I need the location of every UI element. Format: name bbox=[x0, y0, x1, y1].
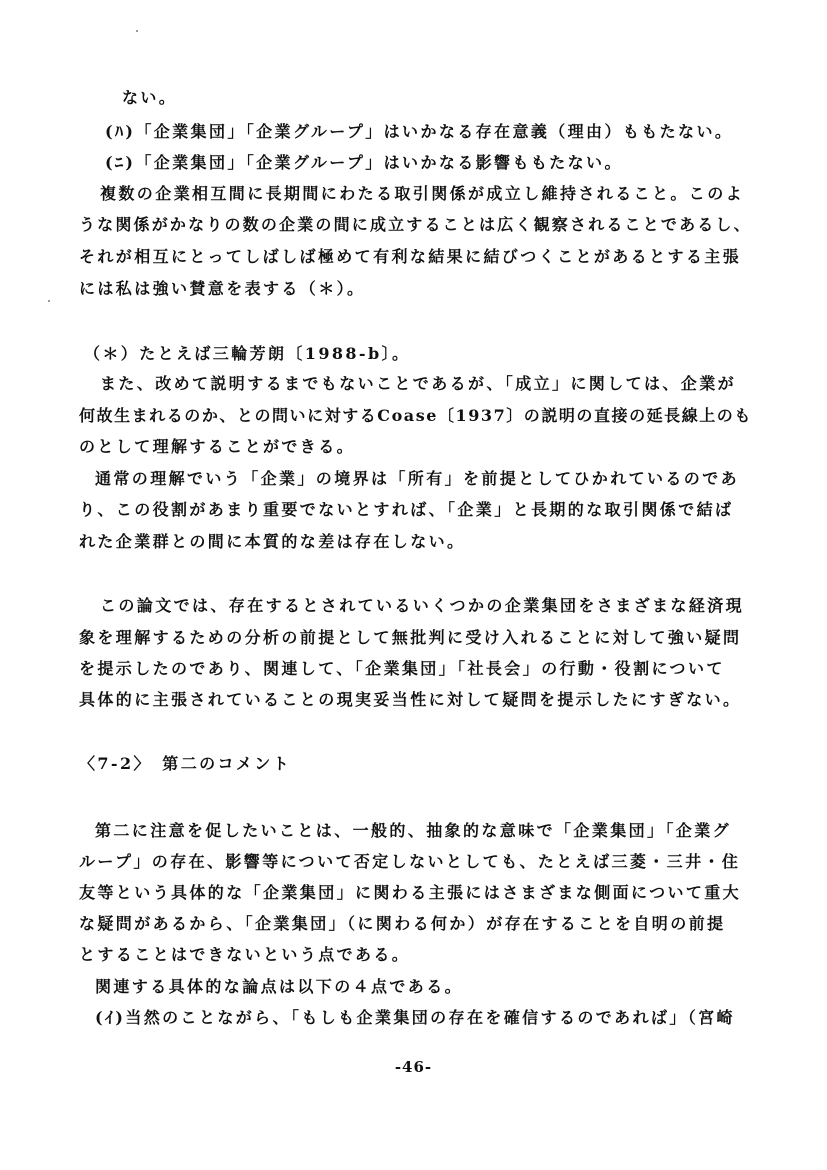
scan-speck bbox=[48, 300, 50, 302]
text-line: この論文では、存在するとされているいくつかの企業集団をさまざまな経済現 bbox=[100, 596, 745, 615]
section-heading: 〈7-2〉 第二のコメント bbox=[79, 754, 292, 773]
text-line: 何故生まれるのか、との問いに対するCoase〔1937〕の説明の直接の延長線上のも bbox=[79, 406, 752, 425]
text-line: (ｲ)当然のことながら、「もしも企業集団の存在を確信するのであれば」（宮崎 bbox=[95, 1008, 735, 1027]
text-line: を提示したのであり、関連して、「企業集団」「社長会」の行動・役割について bbox=[79, 659, 725, 678]
text-line: それが相互にとってしばしば極めて有利な結果に結びつくことがあるとする主張 bbox=[79, 247, 742, 266]
text-line: 複数の企業相互間に長期間にわたる取引関係が成立し維持されること。このよ bbox=[100, 184, 745, 203]
text-line: (ﾊ)「企業集団」「企業グループ」はいかなる存在意義（理由）ももたない。 bbox=[105, 122, 734, 141]
text-line: 通常の理解でいう「企業」の境界は「所有」を前提としてひかれているのであ bbox=[95, 469, 740, 488]
text-line: ループ」の存在、影響等について否定しないとしても、たとえば三菱・三井・住 bbox=[79, 852, 741, 871]
footnote-line: （＊）たとえば三輪芳朗〔1988-b〕。 bbox=[84, 344, 411, 363]
text-line: な疑問があるから、「企業集団」（に関わる何か）が存在することを自明の前提 bbox=[79, 914, 726, 933]
text-line: ない。 bbox=[122, 88, 178, 107]
text-line: 友等という具体的な「企業集団」に関わる主張にはさまざまな側面について重大 bbox=[79, 883, 742, 902]
text-line: とすることはできないという点である。 bbox=[79, 945, 411, 964]
text-line: また、改めて説明するまでもないことであるが、「成立」に関しては、企業が bbox=[100, 374, 737, 393]
text-line: 具体的に主張されていることの現実妥当性に対して疑問を提示したにすぎない。 bbox=[79, 690, 742, 709]
scan-speck bbox=[136, 30, 138, 32]
text-line: 関連する具体的な論点は以下の４点である。 bbox=[95, 977, 464, 996]
page-number: -46- bbox=[394, 1058, 433, 1076]
text-line: 象を理解するための分析の前提として無批判に受け入れることに対して強い疑問 bbox=[79, 628, 742, 647]
text-line: 第二に注意を促したいことは、一般的、抽象的な意味で「企業集団」「企業グ bbox=[95, 821, 732, 840]
text-line: り、この役割があまり重要でないとすれば、「企業」と長期的な取引関係で結ば bbox=[79, 500, 734, 519]
text-line: のとして理解することができる。 bbox=[79, 437, 356, 456]
text-line: うな関係がかなりの数の企業の間に成立することは広く観察されることであるし、 bbox=[79, 215, 752, 234]
text-line: れた企業群との間に本質的な差は存在しない。 bbox=[79, 532, 466, 551]
text-line: には私は強い賛意を表する（＊）。 bbox=[79, 279, 366, 298]
text-line: (ﾆ)「企業集団」「企業グループ」はいかなる影響ももたない。 bbox=[105, 153, 623, 172]
